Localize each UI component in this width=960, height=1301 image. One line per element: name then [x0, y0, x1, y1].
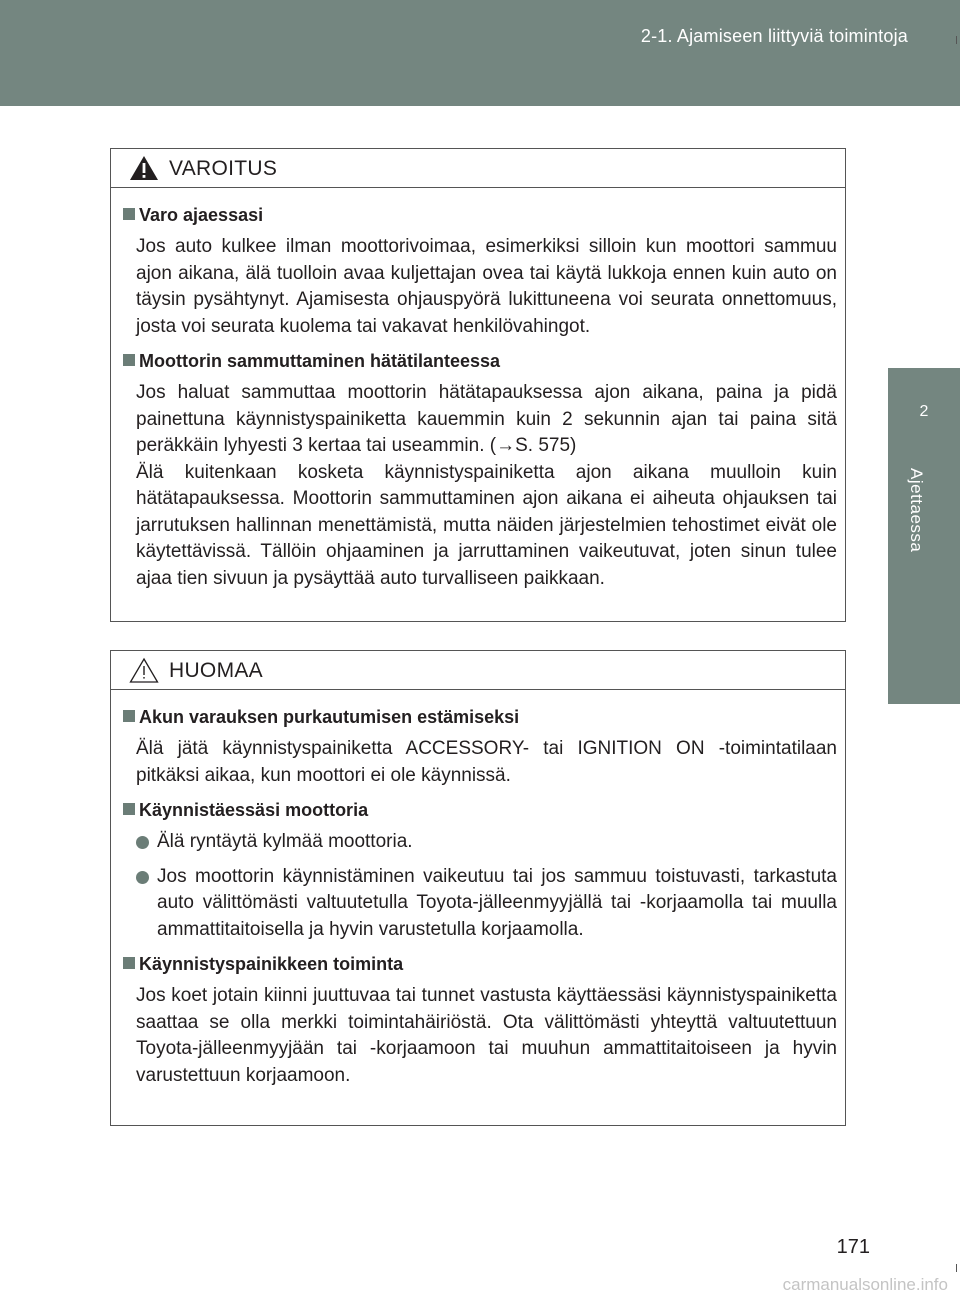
- warning-triangle-outline-icon: [129, 657, 159, 683]
- paragraph: Jos haluat sammuttaa moottorin hätätapauksessa ajon aikana, paina ja pidä painettuna käynnistyspainiketta kauemmin kuin 2 sekunnin ajan tai paina sitä peräkkäin lyhyesti 3 kertaa tai useammin. (→S. 575): [136, 382, 837, 456]
- paragraph: Älä jätä käynnistyspainiketta ACCESSORY- tai IGNITION ON -toimintatilaan pitkäksi aikaa, kun moottori ei ole käynnissä.: [136, 738, 837, 786]
- page-number: 171: [836, 1236, 870, 1258]
- square-bullet-icon: [123, 354, 135, 366]
- crop-mark: [956, 36, 957, 44]
- paragraph: Älä kuitenkaan kosketa käynnistyspainiketta ajon aikana muulloin kuin hätätapauksessa. Moottorin sammuttaminen ajon aikana ei aiheuta ohjauksen tai jarrutuksen hallinnan menettämistä, mutta näiden järjestelmien tehostimet eivät ole käytettävissä. Tällöin ohjaaminen ja jarruttaminen vaikeutuvat, joten sinun tulee ajaa tien sivuun ja pysäyttää auto turvalliseen paikkaan.: [136, 461, 837, 589]
- notice-box: [110, 650, 846, 1126]
- warning-caption: VAROITUS: [169, 157, 278, 180]
- square-bullet-icon: [123, 208, 135, 220]
- paragraph: Jos auto kulkee ilman moottorivoimaa, esimerkiksi silloin kun moottori sammuu ajon aikana, älä tuolloin avaa kuljettajan ovea tai käytä lukkoja ennen kuin auto on täysin pysähtynyt. Ajamisesta ohjauspyörä lukittuneena voi seurata onnettomuus, josta voi seurata kuolema tai vakavat henkilövahingot.: [136, 236, 837, 337]
- notice-box-body: [111, 690, 845, 1089]
- section-heading-text: Käynnistyspainikkeen toiminta: [139, 954, 404, 974]
- crop-mark: [956, 1264, 957, 1272]
- section-heading-text: Käynnistäessäsi moottoria: [139, 800, 369, 820]
- section-heading: [119, 797, 837, 823]
- square-bullet-icon: [123, 710, 135, 722]
- watermark: carmanualsonline.info: [782, 1275, 948, 1294]
- warning-triangle-filled-icon: [129, 155, 159, 181]
- notice-caption: HUOMAA: [169, 659, 263, 682]
- list-item-text: Älä ryntäytä kylmää moottoria.: [157, 831, 413, 852]
- warning-box: [110, 148, 846, 622]
- section-heading: [119, 202, 837, 228]
- section-heading-text: Akun varauksen purkautumisen estämiseksi: [139, 707, 520, 727]
- section-heading-text: Varo ajaessasi: [139, 205, 264, 225]
- section-heading: [119, 348, 837, 374]
- list-item-text: Jos moottorin käynnistäminen vaikeutuu tai jos sammuu toistuvasti, tarkastuta auto välittömästi valtuutetulla Toyota-jälleenmyyjällä tai -korjaamolla tai muulla ammattitaitoisella ja hyvin varustetulla korjaamolla.: [157, 865, 837, 940]
- section-heading-text: Moottorin sammuttaminen hätätilanteessa: [139, 351, 501, 371]
- paragraph: Jos koet jotain kiinni juuttuvaa tai tunnet vastusta käyttäessäsi käynnistyspainiketta saattaa se olla merkki toimintahäiriöstä. Ota välittömästi yhteyttä valtuutettuun Toyota-jälleenmyyjään tai -korjaamoon tai muuhun ammattitaitoiseen ja hyvin varustettuun korjaamoon.: [136, 985, 837, 1086]
- notice-box-header: [111, 651, 845, 690]
- section-heading: [119, 951, 837, 977]
- warning-box-body: [111, 188, 845, 592]
- square-bullet-icon: [123, 803, 135, 815]
- round-bullet-icon: [136, 836, 149, 849]
- header-bar: [0, 0, 960, 106]
- chapter-number-tab: 2: [888, 368, 960, 462]
- round-bullet-icon: [136, 871, 149, 884]
- section-title: 2-1. Ajamiseen liittyviä toimintoja: [640, 26, 908, 46]
- section-heading: [119, 704, 837, 730]
- square-bullet-icon: [123, 957, 135, 969]
- chapter-label: Ajettaessa: [907, 468, 926, 553]
- warning-box-header: [111, 149, 845, 188]
- list-item: [119, 864, 837, 944]
- list-item: [119, 829, 837, 856]
